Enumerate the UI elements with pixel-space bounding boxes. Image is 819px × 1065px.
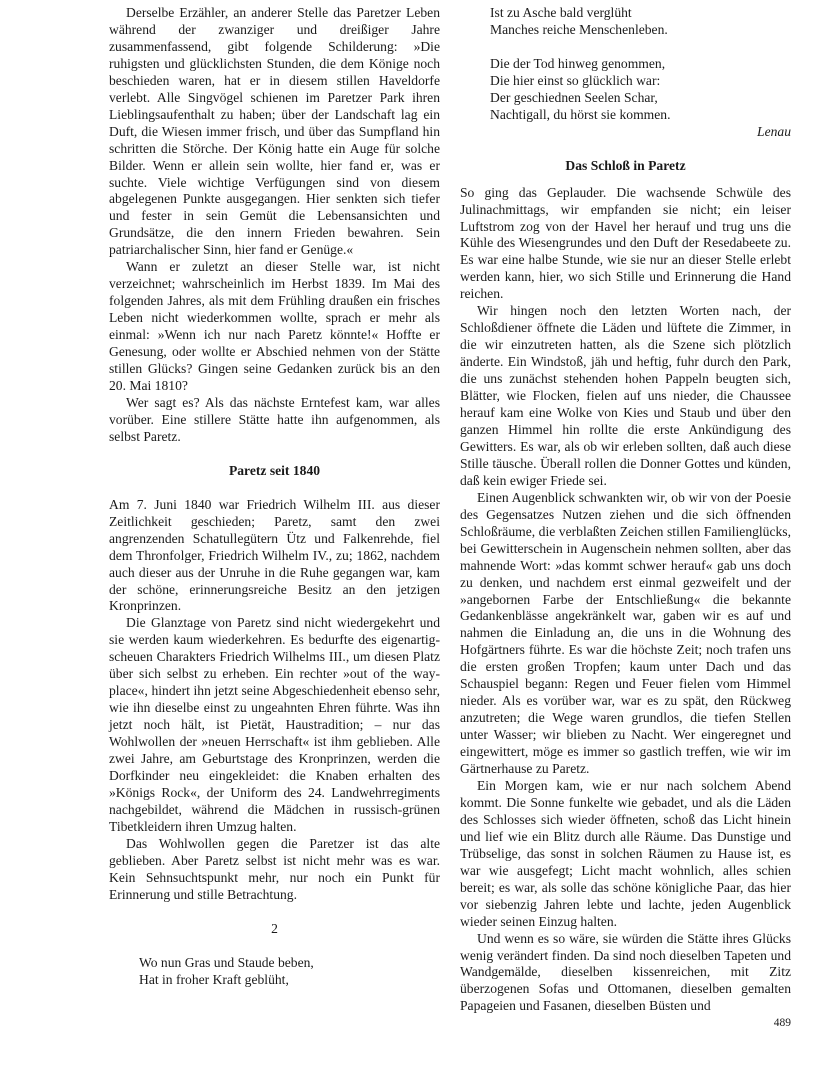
section-number: 2 xyxy=(271,920,278,936)
verse-stanza xyxy=(109,955,440,989)
verse-line: Die hier einst so glücklich war: xyxy=(490,72,661,88)
verse-line: Hat in froher Kraft geblüht, xyxy=(139,971,289,987)
paragraph: Am 7. Juni 1840 war Friedrich Wilhelm III. aus dieser Zeitlichkeit geschieden; Paretz, samt den zwei angrenzenden Schatullegütern Ütz und Falkenrehde, fiel dem Thronfolger, Friedrich Wilhelm IV., zu; 1862, nachdem auch dieser aus der Unruhe in die Ruhe gegangen war, kam der schöne, erinnerungsreiche Besitz an den jetzigen Kronprinzen. xyxy=(109,496,440,614)
verse-line: Der geschiednen Seelen Schar, xyxy=(490,89,658,105)
verse-line: Die der Tod hinweg genommen, xyxy=(490,55,666,71)
paragraph: Und wenn es so wäre, sie würden die Stätte ihres Glücks wenig verändert finden. Da sind noch dieselben Tapeten und Wandgemälde, dieselben kissenreichen, mit Zitz überzogenen Sofas und Ottomanen, dieselben gemalten Papageien und Fasanen, dieselben Büsten und xyxy=(460,930,791,1014)
verse-line: Manches reiche Menschenleben. xyxy=(490,21,668,37)
paragraph: Einen Augenblick schwankten wir, ob wir von der Poesie des Gegensatzes Nutzen ziehen und die sich öffnenden Schloßräume, die verblaßten Zeichen stillen Familienglücks, bei Gewitterschein in Augenschein nehmen sollten, aber das mahnende Wort: »das kommt schwer herauf« gab uns doch zu denken, und nachdem erst einmal gezweifelt und der »angebornen Farbe der Entschließung« die bekannte Gedankenblässe angekränkelt war, gaben wir es auf und nahmen die Einladung an, die uns in die Wohnung des Hofgärtners führte. Es war die höchste Zeit; noch trafen uns die ersten großen Tropfen; kaum unter Dach und das Schauspiel begann: Regen und Feuer fielen vom Himmel nieder. Als es vorüber war, war es zu spät, den Rückweg anzutreten; die Wege waren grundlos, die tiefen Stellen unter Wasser; wir blieben zu Nacht. Wer eingeregnet und eingewittert, möge es immer so gastlich treffen, wie wir im Gärtnerhause zu Paretz. xyxy=(460,489,791,777)
section-heading-das-schloss-in-paretz: Das Schloß in Paretz xyxy=(565,157,686,173)
paragraph: Die Glanztage von Paretz sind nicht wiedergekehrt und sie werden kaum wiederkehren. Es bedurfte des eigenartig-scheuen Charakters Friedrich Wilhelms III., um diesen Platz über sich selbst zu erheben. Ein rechter »out of the way-place«, hindert ihn jetzt seine Abgeschiedenheit ebenso sehr, wie ihn dieselbe einst zu ungeahnten Ehren führte. Was ihn jetzt noch hält, ist Pietät, Haustradition; – nur das Wohlwollen der »neuen Herrschaft« ist ihm geblieben. Alle zwei Jahre, am Geburtstage des Kronprinzen, werden die Dorfkinder neu eingekleidet: die Knaben erhalten des »Königs Rock«, der Uniform des 24. Landwehrregiments nachgebildet, während die Mädchen in russisch-grünen Tibetkleidern ihren Umzug halten. xyxy=(109,615,440,834)
paragraph: Das Wohlwollen gegen die Paretzer ist das alte geblieben. Aber Paretz selbst ist nicht mehr was es war. Kein Sehnsuchtspunkt mehr, nur noch ein Punkt für Erinnerung und stille Betrachtung. xyxy=(109,835,440,902)
verse-line: Ist zu Asche bald verglüht xyxy=(490,5,632,20)
verse-stanza xyxy=(460,56,791,124)
paragraph: Wir hingen noch den letzten Worten nach, der Schloßdiener öffnete die Läden und lüftete die Zimmer, in die wir einzutreten hatten, als die Szene sich plötzlich änderte. Ein Windstoß, jäh und heftig, fuhr durch den Park, die uns zunächst stehenden hohen Pappeln beugten sich, Blätter, wie Flocken, fielen auf uns nieder, die Chaussee herauf kam eine Wolke von Kies und Staub und über den ganzen Himmel hin rollte die erste Ankündigung des Gewitters. Es war, als ob wir erleben sollten, daß auch diese Stille täusche. Überall rollen die Donner Gottes und künden, daß kein ewiger Friede sei. xyxy=(460,303,791,488)
verse-line: Nachtigall, du hörst sie kommen. xyxy=(490,106,671,122)
paragraph: Wer sagt es? Als das nächste Erntefest kam, war alles vorüber. Eine stillere Stätte hatte ihn aufgenommen, als selbst Paretz. xyxy=(109,394,440,444)
right-column xyxy=(460,0,791,1032)
verse-stanza xyxy=(460,5,791,39)
page-number: 489 xyxy=(773,1017,791,1030)
paragraph: Ein Morgen kam, wie er nur nach solchem Abend kommt. Die Sonne funkelte wie gebadet, und als die Läden des Schlosses sich wieder öffneten, schoß das Licht hinein und lief wie ein Blitz durch alle Räume. Das Dunstige und Trübselige, das sonst in solchen Räumen zu Hause ist, es war wie ausgefegt; Licht macht wohnlich, alles schien bereit; es war, als solle das schöne königliche Paar, das hier vor siebenzig Jahren lebte und lachte, jeden Augenblick wieder seinen Einzug halten. xyxy=(460,777,791,929)
verse-line: Wo nun Gras und Staude beben, xyxy=(139,954,314,970)
section-heading-paretz-seit-1840: Paretz seit 1840 xyxy=(228,462,321,478)
paragraph: Wann er zuletzt an dieser Stelle war, ist nicht verzeichnet; wahrscheinlich im Herbst 1839. Im Mai des folgenden Jahres, als mit dem Frühling draußen ein frisches Leben nicht wiederkommen wollte, sprach er mehr als einmal: »Wenn ich nur nach Paretz könnte!« Hoffte er Genesung, oder wollte er Abschied nehmen von der Stätte stillen Glücks? Gingen seine Gedanken zurück bis an den 20. Mai 1810? xyxy=(109,259,440,393)
left-column xyxy=(109,0,440,988)
poem-attribution: Lenau xyxy=(757,123,791,139)
paragraph: Derselbe Erzähler, an anderer Stelle das Paretzer Leben während der zwanziger und dreißiger Jahre zusammenfassend, gibt folgende Schilderung: »Die ruhigsten und glücklichsten Stunden, die dem Könige noch beschieden waren, hat er in diesem stillen Haveldorfe verlebt. Alle Singvögel schienen im Paretzer Park ihren Lieblingsaufenthalt zu haben; über der Landschaft lag ein Duft, die Wiesen immer frisch, und über das Sumpfland hin schritten die Störche. Der König hatte ein Auge für solche Bilder. Wenn er allein sein wollte, hier fand er, was er suchte. Viele wichtige Verfügungen sind von diesem abgelegenen Punkte ausgegangen. Hier senkten sich tiefer und fester in sein Gemüt die Lebensansichten und Grundsätze, die den innern Frieden bewahren. Sein patriarchalischer Sinn, hier fand er Genüge.« xyxy=(109,5,440,258)
paragraph: So ging das Geplauder. Die wachsende Schwüle des Julinachmittags, wir empfanden sie nicht; ein leiser Luftstrom zog von der Havel her herauf und trug uns die Kühle des Wiesengrundes und den Duft der Resedabeete zu. Es war eine halbe Stunde, wie sie nur an dieser Stelle erlebt werden kann, hier, wo sich Stille und Erinnerung die Hand reichen. xyxy=(460,184,791,302)
